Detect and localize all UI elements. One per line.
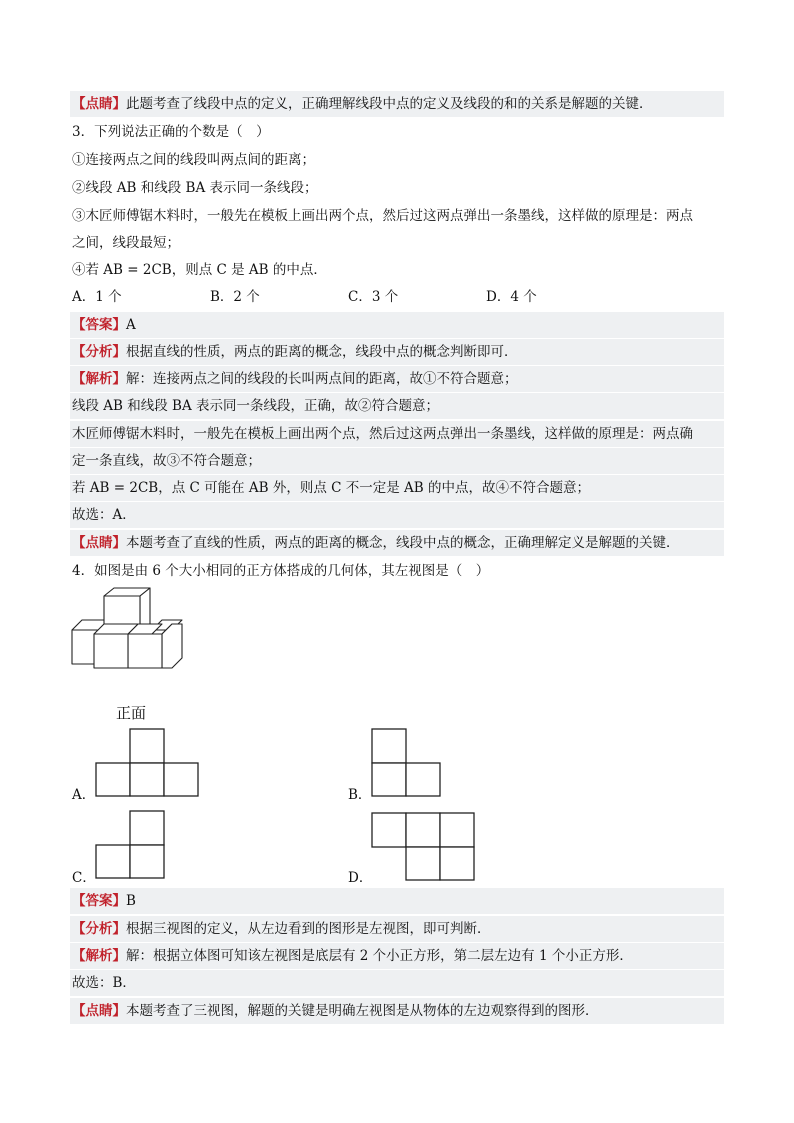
q3-option-a: A．1 个: [72, 289, 122, 305]
q4-option-c-figure[interactable]: [94, 810, 168, 880]
q4-option-a-figure[interactable]: [94, 728, 200, 798]
cube-stack-figure: [68, 586, 198, 678]
q2-insight-line: 【点睛】此题考查了线段中点的定义，正确理解线段中点的定义及线段的和的关系是解题的关键．: [70, 91, 724, 117]
q3-solution-4: 若 AB = 2CB，点 C 可能在 AB 外，则点 C 不一定是 AB 的中点，故④不符合题意；: [70, 475, 724, 501]
q3-stem: 3．下列说法正确的个数是（ ）: [72, 124, 270, 140]
q4-insight: 【点睛】本题考查了三视图，解题的关键是明确左视图是从物体的左边观察得到的图形．: [70, 998, 724, 1024]
q4-option-d-label: D．: [348, 870, 373, 886]
q3-option-d: D．4 个: [486, 289, 537, 305]
q3-solution-3b: 定一条直线，故③不符合题意；: [70, 448, 724, 474]
q4-analysis: 【分析】根据三视图的定义，从左边看到的图形是左视图，即可判断．: [70, 916, 724, 942]
q3-insight: 【点睛】本题考查了直线的性质，两点的距离的概念，线段中点的概念，正确理解定义是解题的关键．: [70, 530, 724, 556]
q3-statement-3a: ③木匠师傅锯木料时，一般先在模板上画出两个点，然后过这两点弹出一条墨线，这样做的原理是：两点: [72, 208, 693, 224]
q3-statement-1: ①连接两点之间的线段叫两点间的距离；: [72, 152, 315, 168]
q3-analysis: 【分析】根据直线的性质，两点的距离的概念，线段中点的概念判断即可．: [70, 339, 724, 365]
q3-answer: 【答案】A: [70, 312, 724, 338]
q4-option-a-label: A．: [72, 787, 96, 803]
tag-insight: 【点睛】: [72, 96, 126, 112]
q3-solution-1: 【解析】解：连接两点之间的线段的长叫两点间的距离，故①不符合题意；: [70, 366, 724, 392]
q3-statement-2: ②线段 AB 和线段 BA 表示同一条线段；: [72, 180, 318, 196]
q4-option-b-label: B．: [348, 787, 372, 803]
q4-option-d-figure[interactable]: [370, 812, 476, 882]
q3-option-c: C．3 个: [348, 289, 399, 305]
cube-right: [128, 620, 182, 668]
q4-choice: 故选：B．: [70, 970, 724, 996]
q4-option-c-label: C．: [72, 870, 96, 886]
q3-solution-3a: 木匠师傅锯木料时，一般先在模板上画出两个点，然后过这两点弹出一条墨线，这样做的原理是：两点确: [70, 421, 724, 447]
q4-solution: 【解析】解：根据立体图可知该左视图是底层有 2 个小正方形，第二层左边有 1 个小正方形．: [70, 943, 724, 969]
q3-solution-2: 线段 AB 和线段 BA 表示同一条线段，正确，故②符合题意；: [70, 393, 724, 419]
q3-choice: 故选：A．: [70, 502, 724, 528]
q4-option-b-figure[interactable]: [370, 728, 444, 798]
q3-statement-4: ④若 AB = 2CB，则点 C 是 AB 的中点．: [72, 262, 327, 278]
q4-stem: 4．如图是由 6 个大小相同的正方体搭成的几何体，其左视图是（ ）: [72, 563, 490, 579]
q4-answer: 【答案】B: [70, 888, 724, 914]
q3-statement-3b: 之间，线段最短；: [72, 235, 180, 251]
front-view-caption: 正面: [116, 704, 147, 722]
q3-option-b: B．2 个: [210, 289, 260, 305]
q3-options: [72, 284, 632, 310]
